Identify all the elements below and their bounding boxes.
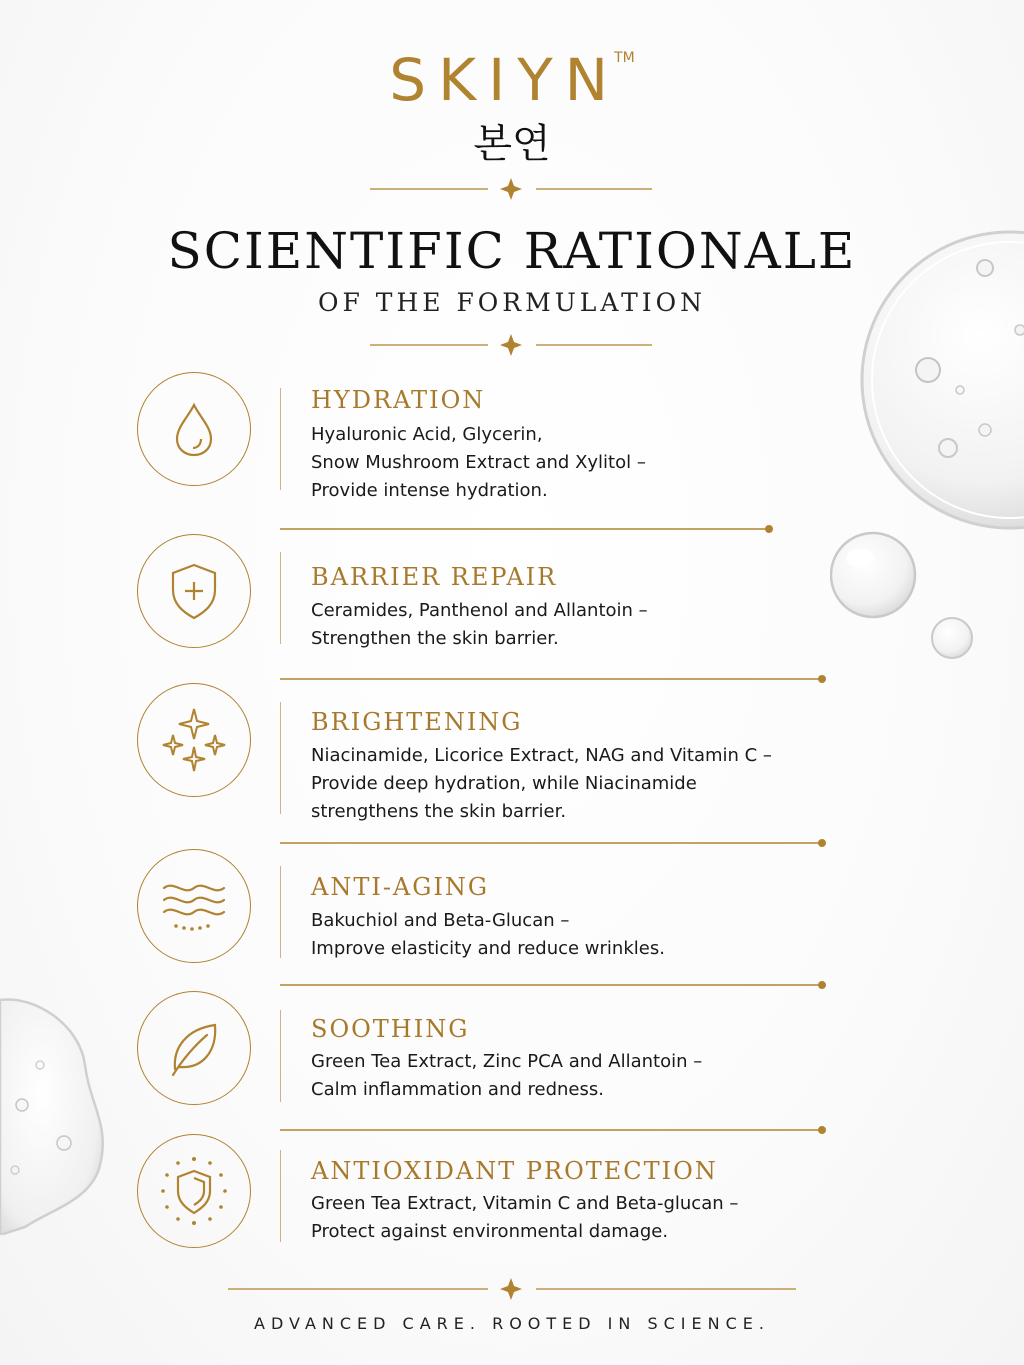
benefit-title: SOOTHING — [311, 1015, 470, 1043]
brand-korean-name: 본연 — [473, 121, 551, 167]
sparkles-icon — [137, 683, 251, 797]
ornament-divider-bottom — [0, 1277, 1024, 1301]
shield-plus-icon — [137, 534, 251, 648]
benefit-description: Bakuchiol and Beta-Glucan – Improve elasticity and reduce wrinkles. — [311, 910, 665, 959]
page-subtitle: OF THE FORMULATION — [317, 288, 706, 317]
benefit-title: ANTIOXIDANT PROTECTION — [311, 1157, 718, 1185]
shield-dots-icon — [137, 1134, 251, 1248]
gel-drop-decoration-left — [0, 995, 110, 1235]
benefit-description: Hyaluronic Acid, Glycerin, Snow Mushroom Extract and Xylitol – Provide intense hydration. — [311, 424, 646, 501]
benefit-title: HYDRATION — [311, 386, 486, 414]
brand-name: SKIYN — [389, 46, 621, 114]
water-drop-icon — [137, 372, 251, 486]
ornament-divider-top — [0, 177, 1024, 201]
benefit-title: ANTI-AGING — [311, 873, 490, 901]
benefit-title: BARRIER REPAIR — [311, 563, 558, 591]
trademark-mark: TM — [614, 50, 635, 66]
benefit-description: Green Tea Extract, Zinc PCA and Allantoin – Calm inflammation and redness. — [311, 1051, 703, 1100]
ornament-divider-middle — [0, 333, 1024, 357]
tagline: ADVANCED CARE. ROOTED IN SCIENCE. — [254, 1314, 770, 1333]
benefit-description: Ceramides, Panthenol and Allantoin – Strengthen the skin barrier. — [311, 600, 648, 649]
brand-logo — [0, 46, 1024, 114]
benefit-description: Green Tea Extract, Vitamin C and Beta-glucan – Protect against environmental damage. — [311, 1193, 739, 1242]
leaf-icon — [137, 991, 251, 1105]
waves-icon — [137, 849, 251, 963]
benefit-title: BRIGHTENING — [311, 708, 523, 736]
benefit-description: Niacinamide, Licorice Extract, NAG and Vitamin C – Provide deep hydration, while Niacinamide strengthens the skin barrier. — [311, 745, 772, 822]
page-title: SCIENTIFIC RATIONALE — [167, 222, 857, 280]
